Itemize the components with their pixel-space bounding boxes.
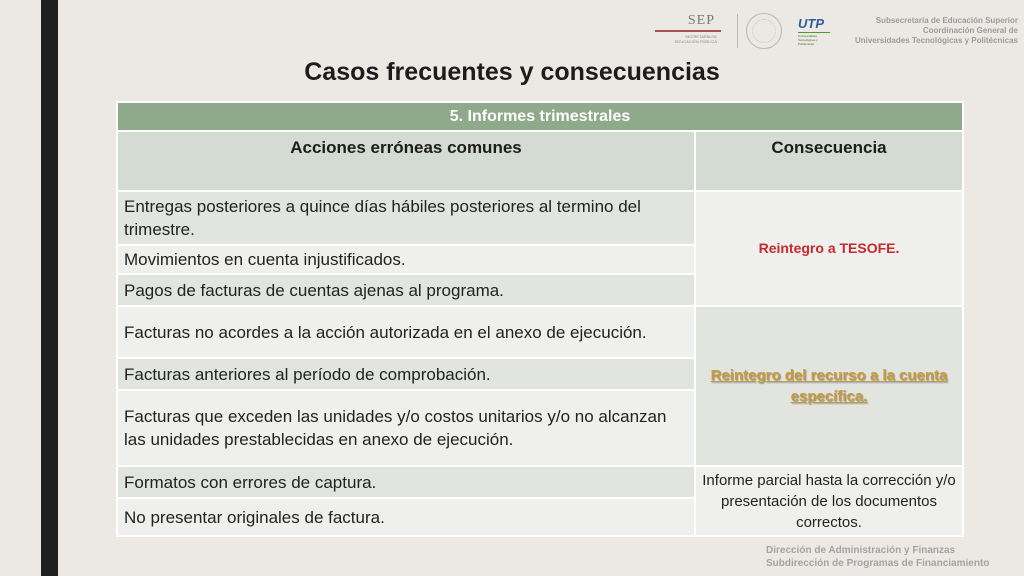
consequence-text: Informe parcial hasta la corrección y/o presentación de los documentos correctos. — [702, 471, 956, 531]
table-row — [117, 466, 963, 498]
action-cell: No presentar originales de factura. — [117, 498, 695, 536]
footer-line-1: Dirección de Administración y Finanzas — [766, 545, 956, 556]
utp-logo-name: UTP — [798, 16, 824, 31]
utp-logo-rule — [798, 32, 830, 33]
org-line-2: Coordinación General de — [922, 26, 1018, 35]
consequence-cell-informe — [695, 466, 963, 536]
sep-logo-sub-1: SECRETARÍA DE — [685, 34, 717, 39]
action-cell: Formatos con errores de captura. — [117, 466, 695, 498]
column-header-actions: Acciones erróneas comunes — [117, 131, 695, 191]
table-row — [117, 191, 963, 245]
sep-logo-name: SEP — [687, 13, 715, 28]
org-line-3: Universidades Tecnológicas y Politécnicas — [854, 36, 1018, 45]
table-row — [117, 306, 963, 358]
footer — [766, 544, 989, 570]
action-cell: Pagos de facturas de cuentas ajenas al programa. — [117, 274, 695, 306]
section-title: 5. Informes trimestrales — [117, 102, 963, 131]
column-header-row — [117, 131, 963, 191]
header-logos — [655, 12, 838, 50]
logo-divider — [737, 14, 738, 48]
consequence-cell-reintegro — [695, 306, 963, 466]
action-cell: Entregas posteriores a quince días hábiles posteriores al termino del trimestre. — [117, 191, 695, 245]
org-line-1: Subsecretaría de Educación Superior — [875, 16, 1018, 25]
seal-inner-ring — [752, 19, 776, 43]
section-header-row — [117, 102, 963, 131]
consequence-text: Reintegro a TESOFE. — [758, 239, 900, 256]
consequence-text: Reintegro del recurso a la cuenta específica. — [710, 367, 948, 405]
action-cell: Facturas no acordes a la acción autorizada en el anexo de ejecución. — [117, 306, 695, 358]
coat-of-arms-icon — [746, 13, 782, 49]
sep-logo — [655, 13, 721, 49]
action-cell: Facturas que exceden las unidades y/o costos unitarios y/o no alcanzan las unidades prestablecidas en anexo de ejecución. — [117, 390, 695, 466]
footer-line-2: Subdirección de Programas de Financiamiento — [766, 558, 990, 569]
cases-table — [116, 101, 964, 537]
sep-logo-sub-2: EDUCACIÓN PÚBLICA — [674, 39, 717, 44]
sep-logo-rule — [655, 30, 721, 32]
org-header — [855, 16, 1018, 46]
utp-logo-sub: Universidades Tecnológicas y Politécnicas — [798, 34, 818, 46]
column-header-consequence: Consecuencia — [695, 131, 963, 191]
action-cell: Facturas anteriores al período de comprobación. — [117, 358, 695, 390]
page-title: Casos frecuentes y consecuencias — [304, 58, 720, 86]
consequence-cell-tesofe — [695, 191, 963, 306]
utp-logo — [798, 16, 838, 50]
action-cell: Movimientos en cuenta injustificados. — [117, 245, 695, 274]
